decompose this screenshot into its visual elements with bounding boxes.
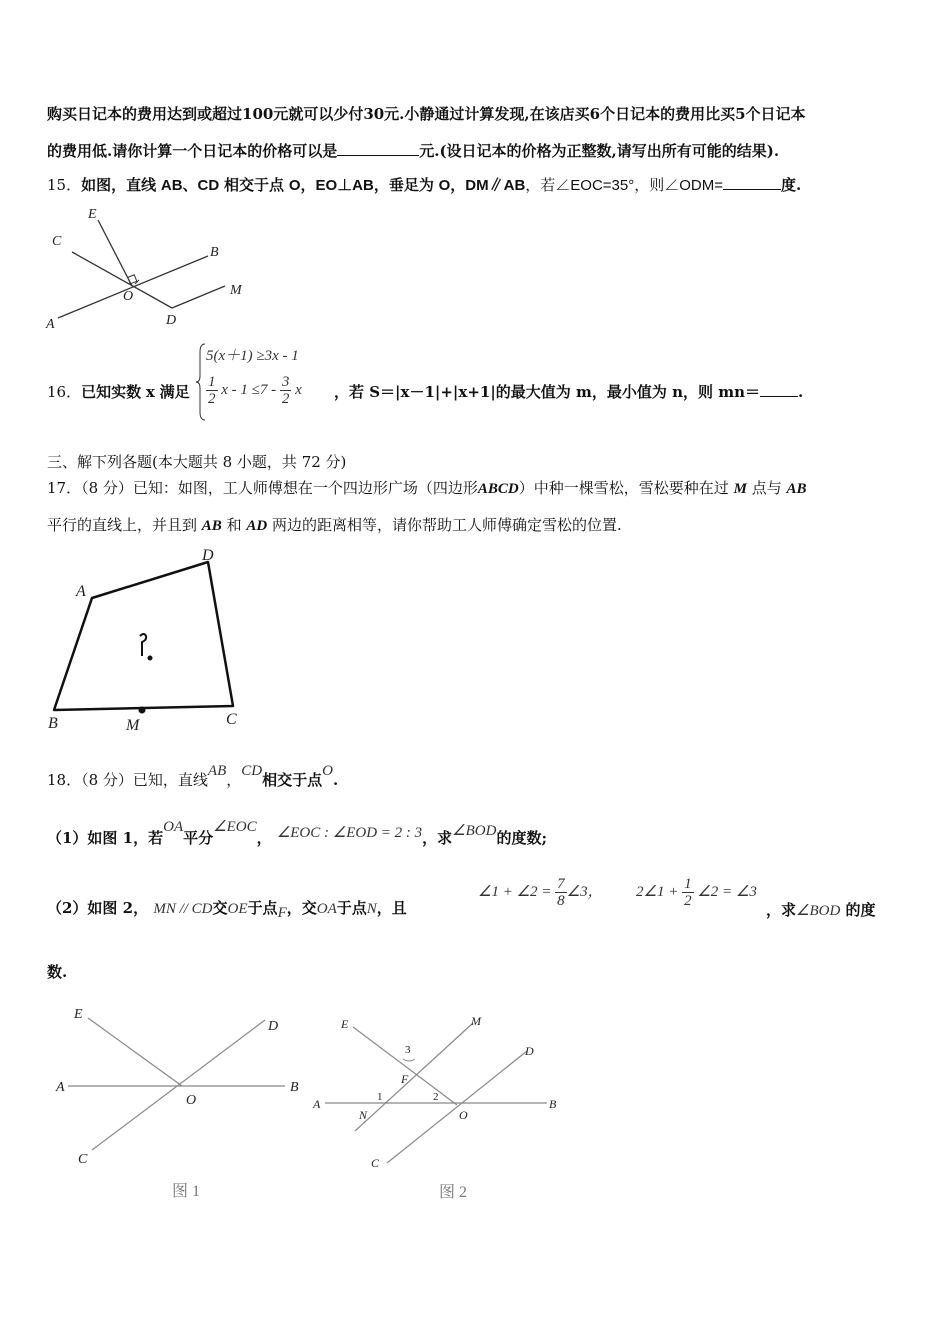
q18-eq1-b: ∠3 [566,883,588,900]
q18-p1-b: 平分 [183,829,214,847]
q17-label-b: B [48,715,58,732]
fig2-angle-2: 2 [433,1091,439,1103]
q18-bod2: ∠BOD [796,903,841,919]
fig1-caption: 图 1 [172,1183,201,1200]
q18-bod: ∠BOD [452,823,497,839]
q18-mn-cd: MN // CD [153,901,213,917]
q17-abcd: ABCD [477,481,519,497]
q18-p2-f: ，且 [376,899,407,917]
q17-label-a: A [76,583,86,600]
q17-line2-a: 平行的直线上，并且到 [47,516,198,534]
fig1-label-o: O [186,1093,197,1108]
q15-text-a: 如图，直线 [81,176,157,194]
q18-eoc: ∠EOC [213,819,257,835]
q18-p1-c: ，求 [422,829,453,847]
q15-ab-cd: AB、CD [160,177,220,194]
q18-line1-b: 相交于点 [262,771,323,789]
q16-frac1: $\frac{1}{2}$ [208,374,216,407]
fig1-label-a: A [56,1080,65,1095]
q17-line1-a: 17．（8 分）已知：如图，工人师傅想在一个四边形广场（四边形 [47,479,478,497]
q15-label-e: E [88,207,97,222]
fig2-label-e: E [341,1017,349,1031]
fig1-label-e: E [74,1007,83,1022]
q15-label-d: D [166,313,177,328]
q15-label-b: B [210,245,219,260]
q18-eq1: ∠1 + ∠2 = $\frac{7}{8}$ ∠3， [478,876,603,909]
q14-answer-blank[interactable] [337,141,419,156]
q18-eq2-a: 2∠1 + [636,883,679,900]
q17-label-c: C [226,711,237,728]
q18-figure2 [305,1005,575,1215]
q15-text-c: ，垂足为 [373,176,434,194]
q16-answer-blank[interactable] [760,382,798,397]
q16-ineq1: 5(x＋1) ≥3x - 1 [206,348,299,364]
fig2-label-o: O [459,1108,468,1122]
q18-p2-c: 于点 [247,899,278,917]
q16-text-d: . [798,383,804,401]
q15-num: 15． [47,176,82,194]
q15-label-o: O [123,289,134,304]
fig2-label-m: M [471,1014,481,1028]
q18-o: O [322,763,333,779]
q18-eq1-a: ∠1 + ∠2 = [478,883,552,900]
fig1-label-d: D [268,1019,279,1034]
q18-eq2-frac: $\frac{1}{2}$ [684,876,692,909]
q17-figure [40,540,260,740]
q17-label-d: D [202,547,214,564]
q15-answer-blank[interactable] [723,175,781,190]
q15-text-e: 度. [781,176,802,194]
q16-text-a: 已知实数 [81,383,142,401]
q17-line2 [47,515,622,536]
fig2-angle-3: 3 [405,1044,411,1056]
q16-x: x [145,383,155,401]
q16-ineq2-end: x [295,381,302,398]
q15-label-m: M [230,283,242,298]
q15-o2: O，DM∥AB [438,177,526,194]
q14-text-a: 的费用低.请你计算一个日记本的价格可以是 [47,142,338,160]
q18-p2-i: 数. [47,963,68,981]
fig1-label-c: C [78,1152,88,1167]
q18-dot: . [332,771,339,789]
fig2-label-d: D [525,1044,534,1058]
fig2-angle-1: 1 [377,1091,383,1103]
q16-text-c: ，若 S＝|x－1|+|x+1|的最大值为 m，最小值为 n，则 mn＝ [334,383,761,401]
q18-part1: （1）如图 1，若OA平分∠EOC， ∠EOC : ∠EOD = 2 : 3，求∠BOD的度数; [47,819,547,847]
q18-p2-g: ，求 [766,901,797,919]
q18-eq1-frac: $\frac{7}{8}$ [557,876,565,909]
q18-line1-a: 18．（8 分）已知，直线 [47,771,208,789]
q18-p2-b: 交 [212,899,228,917]
q17-line2-c: 两边的距离相等，请你帮助工人师傅确定雪松的位置. [272,516,622,534]
q18-p2-a: （2）如图 2， [47,899,149,917]
q18-part2 [47,898,407,919]
q18-p2-d: ，交 [286,899,317,917]
fig2-label-b: B [549,1097,557,1111]
q17-ad: AD [246,518,268,534]
q18-eq2 [636,876,757,909]
q15-label-a: A [46,317,55,332]
q17-ab: AB [786,481,807,497]
fig2-label-n: N [359,1108,368,1122]
q18-ratio: ∠EOC : ∠EOD = 2 : 3 [276,825,423,841]
q15-text-b: 相交于点 [224,176,285,194]
fig2-label-f: F [401,1072,409,1086]
fig2-label-a: A [313,1097,321,1111]
q18-oa2: OA [316,901,337,917]
q18-ab: AB [207,763,227,779]
q15-label-c: C [52,234,62,249]
q16-ineq2 [206,374,302,407]
q17-line1-c: 点与 [751,479,782,497]
q14-line2 [47,141,779,161]
q17-ab2: AB [201,518,222,534]
fig1-label-b: B [290,1080,299,1095]
q18-p2-h: 的度 [845,901,876,919]
q18-line1 [47,763,339,791]
q14-line1: 购买日记本的费用达到或超过100元就可以少付30元.小静通过计算发现,在该店买6个日记本的费用比买5个日记本 [47,105,806,123]
q16-num: 16． [47,383,82,401]
q16-line [47,382,190,402]
q17-m: M [733,481,747,497]
q18-cd: CD [241,763,263,779]
q15-text-d: ，若∠EOC=35°，则∠ODM= [525,177,724,194]
q18-sep: ， [226,771,242,789]
q16-frac2: $\frac{3}{2}$ [281,374,290,407]
q17-line1-b: ）中种一棵雪松，雪松要种在过 [518,479,729,497]
q16-text-b: 满足 [159,383,190,401]
q16-condition [334,382,803,402]
q15-line [47,175,801,196]
q18-oe: OE [227,901,248,917]
q17-line1 [47,478,807,499]
q14-text-b: 元.(设日记本的价格为正整数,请写出所有可能的结果). [419,142,780,160]
q16-ineq2-mid: x - 1 ≤7 - [221,381,277,398]
q18-figure1 [50,1000,320,1210]
fig2-label-c: C [371,1156,380,1170]
q18-p1-a: （1）如图 1，若 [47,829,164,847]
q18-f: F [277,905,287,921]
section3-heading: 三、解下列各题(本大题共 8 小题，共 72 分) [47,453,347,471]
q17-line2-b: 和 [226,516,242,534]
q17-label-m: M [126,717,140,734]
q18-n: N [366,901,377,917]
fig2-caption: 图 2 [439,1184,468,1201]
q18-oa: OA [163,819,184,835]
q18-part2-end [766,900,876,921]
q15-figure [40,200,260,335]
q15-o: O，EO⊥AB [288,177,374,194]
q18-p2-e: 于点 [336,899,367,917]
q18-eq2-b: ∠2 = ∠3 [697,883,757,900]
q18-p1-d: 的度数; [496,829,547,847]
